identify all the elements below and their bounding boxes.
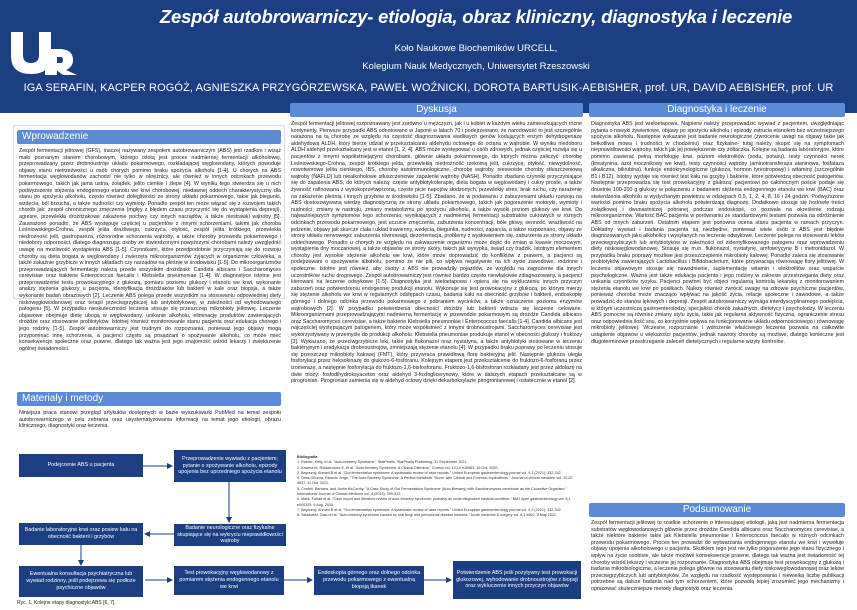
flowchart-box-3: Badanie laboratoryjne krwi oraz posiew kału na obecność bakterii i grzybów — [19, 523, 143, 545]
affiliation-line-2: Kolegium Nauk Medycznych, Uniwersytet Rzeszowski — [362, 61, 590, 72]
ur-logo-icon — [7, 29, 80, 76]
section-heading-label: Podsumowanie — [682, 504, 752, 515]
reference-item: 7. Bayoumy, Ahmed B et al. "Gut fermentation syndrome: A systematic review of case reports." United European gastroenterology journal vol. 9,3 (2021): 332-342. — [297, 507, 562, 512]
figure-caption: Ryc. 1. Kolejne etapy diagnostyki ABS [6, 7]. — [17, 600, 116, 606]
section-heading-diagnostyka — [589, 103, 845, 117]
references-list — [297, 455, 579, 558]
reference-item: 2. Kaweta M, Roldanowicz E. et al. "Auto-brewery Syndrome: A Clinical Dilemma." Cureus vol. 12,10 e10983. 16 Oct. 2020. — [297, 465, 499, 470]
references-title: Bibliografia — [297, 455, 318, 459]
affiliation-line-1: Koło Naukowe Biochemików URCELL, — [394, 43, 558, 54]
wprowadzenie-body: Zespół fermentacji jelitowej (GFS), inaczej nazywany zespołem autobrowarniczym (ABS) jest rzadkim i wciąż mało poznanym stanem chorobowym, którego istotą jest proces nadmiernej fermentacji alkoholowej, przeprowadzany przez drobnoustroje układu pokarmowego, rozkładającej węglowodany, których powoduje objawy stanu nietrzeźwości u osób chorych pomimo braku spożycia alkoholu [1-4]. U chorych na ABS fermentacja węglowodanów zachodzi nie tylko w okrężnicy, ale również w innych odcinkach przewodu pokarmowego, takich jak jama ustna, żołądek, jelito cienkie i ślepe [4]. W wyniku tego stwierdza się u nich podwyższenie stężenia endogennego etanolu we krwi chorobowej, niedawnej oddech charakterystyczny dla stanu po spożyciu alkoholu, często również dolegliwości ze strony układu pokarmowego, takie jak biegunki, wzdęcia, ból brzucha, a także nudności czy wymioty. Ponadto zespół ten może wiązać się z rozwojem takich chorób jak: zespół chronicznego zmęczenia (mgłęy z błędem czasu przyczynić się do wystąpienia depresji), agresre, przewlekła drożdżakowe zakażenie pochwy czy innych narządów, a także niestrawki wątroby [5]. Zauważono ponadto, że ABS występuje częściej u pacjentów z innymi schorzeniami, takimi jak choroba Leśniowskiego-Crohna, zespół jelita drażliwego, cukrzyca, otyłość, zespół jelita krótkiego, przewlekła niedrożność jelit, gastropareza, różnorodne schorzenia wątroby, a także choroby przewodu pokarmowego i niedobory odporności, dlatego diagnozując osoby ze stwierdzonymi powyższymi chorobami należy uwzględnić uwagę na możliwość wystąpienia ABS [1-5]. Czynnikami, które przedpodobnie przyczyniają się do rozwoju choroby są dieta bogata w węglowodany i zwierzęta mikroorganizmów żyjących w organizmie człowieka, a także zakaźnie grzybicze w innych układach czy narządów na pleśnie w środowisku [1-5]. Do mikroorganizmów przeprowadzających fermentację należą przede wszystkim drożdżaki: Candida albicans i Saccharomyces cerevisiae oraz bakterie Enterococcus faecalis i Klebsiella pneumoniae [1-4]. W diagnostyce istotne jest przeprowadzenie testu prowokacyjnego z glukozą, pomiaru poziomu glukozy i etanolu we krwi, wykonanie analizy stężenia glukozy u pacjenta, identyfikacja drożdżaków lub bakterii w kale oraz biopsja, a także wykonanie badań obrazowych [2]. Leczenie ABS polega przede wszystkim na stosowaniu odpowiedniej diety niskowęglowodanowej oraz terapii przeciwgrzybiczej lub antybiotykowej, w zależności od wyhodowanego patogenu [5]. W przypadku nieskuteczności leczenia stosuje się przeszczep mikrobioty jelitowej. Leczenie objawowe obejmuje dietę ubogą w węglowodany, unikanie alkoholu, eliminację produktów zawierających drożdże oraz stosowanie probiotyków. Istotnej również monitorowanie stanu pacjenta oraz edukacja chorego i jego rodziny [1-5]. Zespół autobrowarniczy jest trudnym do rozpoznania, ponieważ jego objawy mogą przypominać inne schorzenia, a pacjenci często są posądzani o spożywanie alkoholu, co może mieć konsekwencje społeczne oraz prawne, dlatego tak ważna jest jego znajomość wśród lekarzy i zwiększenie ogólnej świadomości. — [19, 148, 281, 352]
authors-line: IGA SERAFIN, KACPER ROGÓŻ, AGNIESZKA PRZYGÓRZEWSKA, PAWEŁ WOŹNICKI, DOROTA BARTUSIK-AEBISHER, prof. UR, DAVID AEBISHER, prof. UR — [23, 82, 834, 94]
section-heading-label: Materiały i metody — [22, 393, 104, 404]
reference-item: 8. Takahashi, Gaku et al. "Auto-brewery syndrome caused by oral fungi and periodontal disease bacteria." Acute medicine & surgery vol. 8,1 e652. 3 May 2021. — [297, 513, 558, 518]
poster-header — [0, 0, 857, 113]
reference-item: 3. Bayoumy, Ahmed B et al. "Gut fermentation syndrome: A systematic review of case reports." United European gastroenterology journal vol. 9,3 (2021): 332-342. — [297, 470, 562, 475]
flowchart-box-1: Podejrzenie ABS u pacjenta — [19, 454, 143, 477]
section-heading-dyskusja — [290, 103, 583, 117]
section-heading-wprowadzenie — [17, 130, 281, 144]
reference-item: 4. Dinis-Oliveira, Ricardo Jorge. "The Auto-Brewery Syndrome: A Perfect Metabolic 'Storm' with Clinical and Forensic Implications." Journal of clinical medicine vol. 10,20 4637. 11 Oct. 2021. — [297, 476, 573, 486]
reference-item: 5. Cordell, Barbara, and Justin McCarthy. "A Case Study of Gut Fermentation Syndrome (Auto-Brewery) with Saccharomyces cerevisiae as the Causative Organism." International Journal of Clinical Medicine vol. 4 (2013): 309-312. — [297, 486, 567, 497]
dyskusja-body: Zespół fermentacji jelitowej rozpoznawany jest zarówno u mężczyzn, jak i u kobiet w każdym wieku zamieszkujących różne kontynenty. Pierwsze przypadki ABS odnotowano w Japonii w latach 70 i podejrzewano, że narodowość to jest szczególnie narażona na tą chorobę ze względu na częstość diagnozowania wadliwych genów kodujących enzym dehydrogenazę aldehydową ALDH, który bierze udział w przekształcaniu aldehydu octowego do octanu w wątrobie. W wyniku niedoboru ALDH aldehyd przekształcany jest w etanol [1, 2, 4]. ABS może występować u osób zdrowych, jednak częściej rozwija się u pacjentów z innymi współistniejącymi chorobami, głównie układu pokarmowego, do których można zaliczyć: chorobę Leśniowskiego-Crohna, zespół krótkiego jelita, przewlekłą niedrożność rzekomą jelit, cukrzycę, otyłość, niewydolność, nowotworowe jelita cienkiego, IBS, chorobę autoimmunologiczne, chorobę wątroby, nieswoiste choroby stłuszczeniową wątroby (NAFLD) lub niealkoholowe stłuszczeniowe zapalenie wątroby (NASH). Ponadto zbadano czynniki przyczyniające się do zapalenia ABS, do których należą: częste antybiotykoterapie, dieta bogata w węglowodany i cukry proste, a także żywność rafinowana z wysokoprzetworzoną, częste picie napojów słodzonych, przewlekły stres, brak ruchu, czy narażenie na zakażenie pleśnią i innych grzybów w środowisku [1-5]. Zbadano, że w podawaniu z zaburzeniami układu rozwoju na ABS dostosowywaną wiedzę diagnostyczną ze strony układu pokarmowego, takich jak pogorszenie motoryki, wymioty i nudności, zmiany w nastroju, zmiany metabolizmu po spożyciu alkoholu, a także wysoki poziom glukozy we krwi. Do najważniejszych symptomów tego schorzenia, wynikających z nadmiernej fermentacji substratów cukrowych w różnych odcinkach przewodu pokarmowego, jest uczucie zmęczenia, zaburzenia koncentracji, bóle głowy, senność, wrażliwość na jedzenie, objawy jak skurcze ciała i układ trawienny, wzdęcia, biegunka, nudności, zaparcia, a także rozpoznano, objawy ze strony układu nerwowego: zaburzenia równowagi, dezorientacja, problemy z wysłowieniem się, zaburzenia ze strony układu oddechowego. Ponadto u chorych ze względu na zakwaszenie organizmu może dojść do zmian w kwasie moczowym, wystąpienia dny moczanowej, a także objawów ze strony skóry, takich jak wysypka, świąd czy trądzik. Istotnym elementem choroby jest wysokie stężenie alkoholu we krwi, które może doprowadzić do konfliktów z prawem, a pacjenci są podejrzewani o spożywanie alkoholu, pomimo że nie pili, co wpływa negatywnie na ich życie zawodowe, rodzinne i społeczne. Istotne jest również, aby osoby z ABS nie prowadziły pojazdów, ze względu na zagrożenie dla innych uczestników ruchu drogowego. Zespół autobrowarniczy jest również bardzo często niewłaściwie zdiagnozowany, a pacjenci kierowani na leczenie odwykowe [1-5]. Diagnostyka jest wieloetapowa i opiera się na wykluczeniu innych przyczyn zaburzeń oraz potwierdzeniu endogennej produkcji etanolu. Wykonuje się test prowokacyjny z glukozą, po którym mierzy się stężenie alkoholu we krwi w regularnych odstępach czasu, badania kału na obecność grzybów i bakterii, endoskopię górnego i dolnego odcinka przewodu pokarmowego z pobraniem wycinków, a także oznaczenie poziomu enzymów wątrobowych [2]. W przypadku potwierdzenia obecności drożdży lub bakterii wdraża się leczenie celowane. Mikroorganizmami przeprowadzającymi nadmierną fermentację w przewodzie pokarmowym są drożdże Candida albicans oraz Saccharomyces cerevisiae, a także bakterie Klebsiella pneumoniae i Enterococcus faecalis [1-4]. Candida albicans jest najczęściej występującym patogenem, który może współistnieć z innymi drobnoustrojami. Saccharomyces cerevisiae jest wykorzystywany w przemyśle do produkcji alkoholu. Klebsiella pneumoniae produkuje etanol w obecności glukozy i fruktozy [3]. Wykazano, że przeciwgrzybicze leki, takie jak flukonazol oraz nystatyna, a także antybiotyki stosowane w leczeniu bakteryjnym i eradykacja drobnoustrojów, zmniejszają stężenie etanolu [4]. W przypadku braku poprawy po leczeniu stosuje się przeszczep mikrobioty kałowej (FMT), który przywraca prawidłową florę bakteryjną jelit. Następnie glukoza uległa fosforylacji przez heksokinazę do glukozo-6-fosforanu. Kolejnym etapem jest przekształcenie do fruktozo-6-fosforanu przez izomerazę, a następnie fosforylacja do fruktozo-1,6-bisfosforanu. Fruktozo-1,6-bisfosforan rozkładany jest przez aldolazę na dwie triozy: fosfodihydroksyaceton oraz aldehyd 3-fosfoglicerynowy, które w dalszych etapach przekształcane są w pirogronian. Pirogronian zamienia się w aldehyd octowy dzięki dekarboksylazie pirogronianowej i ostatecznie w etanol [2]. — [291, 121, 582, 385]
flowchart-box-2: Przeprowadzenie wywiadu z pacjentem; pytanie o spożywanie alkoholu, epizody upojenia bez uprzedniego spożycia etanolu — [174, 450, 286, 482]
flowchart-box-4: Badanie neurologiczne oraz fizykalne skupiające się na wykryciu nieprawidłowości wątroby — [174, 524, 286, 546]
materialy-body: Niniejsza praca stanowi przegląd artykułów dostępnych w bazie wyszukiwarki PubMed na temat zespołu autobrowarniczego w celu zebrania oraz usystematyzowania informacji na temat jego etiologii, obrazu klinicznego, diagnostyki oraz leczenia. — [19, 410, 281, 430]
reference-item: 1. Painter, Kelly, et al. "Auto-brewery Syndrome." StatPearls, StatPearls Publishing, 31 September 2021. — [297, 460, 468, 465]
diagnostyka-body: Diagnostyka ABS jest wieloetapowa. Najpierw należy przeprowadzić wywiad z pacjentem, uwzględniając pytania o nawyki żywieniowe, objawy po spożyciu alkoholu i epizody zatrucia etanolem bez wcześniejszego spożycia alkoholu. Następnie wskazane jest badanie neurologiczne (zwrócenie uwagi na objawy takie jak bełkotliwa mowa i trudności w chodzeniu) oraz fizykalne- tutaj należy skupić się na symptomach nieprawidłowości wątroby, takich jak jej powiększenie czy żółtaczka. Kolejne są badania laboratoryjne, które pomimo zawierać pełną morfologię krwi, poziom elektrolitów (sodu, potasu), testy czynności nerek (kreatynina, azot mocznikowy we krwi), testy czynności wątroby (aminotransferaza alaninowa, fosfataza alkaliczna, bilirubina), funkcje endokrynologiczne (glukoza, hormon tyreotropowy) i witaminy (szczególnie B1 i B12). Istotny wydaje się również test kału na grzyby i bakterie, które potwierdzą obecność patogenów. Następnie przeprowadza się test prowokacyjny z glukozą: pacjentowi po całonocnym poście podaje się doustnie 100-200 g glukozy w połączeniu z badaniem stężenia endogennego etanolu we krwi (BAC) oraz stwierdzenia alkoholu w wydychanym powietrzu w odstępach 0,5, 1, 2, 4, 8, 16 i 24 godzin. Podwyższone wartości pomimo braku spożycia alkoholu potwierdzają diagnozę. Dodatkowo stosuje się hodowlę treści żołądkowej i dwunastniczej pobranej podczas endoskopii, co pozwala na określenie rodzaju mikroorganizmów. Wartość BAC pacjenta w porównaniu ze standardowymi testami pozwala na odróżnienie ABS od innych zaburzeń. Ostatnim etapem jest ponowna ocena stanu pacjenta w ramach przyczyn. Dokładny wywiad i badania pacjenta są niezbędne, ponieważ wiele osób z ABS jest błędnie diagnozowanych jako alkoholicy i wysyłanych na leczenie odwykowe. Leczenie polega na stosowaniu leków przeciwgrzybiczych lub antybiotyków w zależności od zidentyfikowanego patogenu oraz wprowadzeniu diety niskowęglowodanowej. Stosuje się m.in. flukonazol, nystatynę, amfoterycynę B i metronidazol. W przypadku braku poprawy możliwe jest przeszczepienie mikrobioty kałowej. Ponadto zaleca się stosowanie probiotyków zawierających Lactobacillus i Bifidobacterium, które przywracają równowagę flory jelitowej. W leczeniu objawowym stosuje się nawodnienie, suplementację witamin i elektrolitów oraz wsparcie psychologiczne. Ważna jest także edukacja pacjenta i jego rodziny w zakresie przestrzegania diety oraz unikania czynników ryzyka. Pacjenci powinni być objęci regularną kontrolą lekarską z monitorowaniem stężenia etanolu we krwi po posiłkach. Należy również zwrócić uwagę na zdrowie psychiczne pacjentów, ponieważ choroba może znacząco wpływać na jakość życia, relacje społeczne i zawodowe, a także prowadzić do stanów lękowych i depresji. Zespół autobrowarniczy wymaga interdyscyplinarnego podejścia, w którym uczestniczą gastroenterolodzy, specjaliści chorób zakaźnych, dietetycy i psycholodzy. W leczeniu ABS pomocne są również zmiany stylu życia, takie jak regularna aktywność fizyczna, ograniczenie stresu oraz odpowiednia ilość snu, co korzystnie wpływa na funkcjonowanie układu odpornościowego i równowagę mikrobioty jelitowej. Wczesne rozpoznanie i wdrożenie właściwego leczenia pozwala na całkowite ustąpienie objawów u większości pacjentów, jednak nawroty choroby są możliwe, dlatego konieczne jest długoterminowe przestrzeganie zaleceń dietetycznych i regularne wizyty kontrolne. — [591, 121, 844, 345]
section-heading-label: Diagnostyka i leczenie — [667, 104, 767, 115]
flowchart-box-7: Endoskopia górnego oraz dolnego odcinka przewodu pokarmowego z ewentualną biopsją tkanek — [314, 566, 424, 595]
section-heading-podsumowanie — [589, 503, 845, 517]
poster-title: Zespół autobrowarniczy- etiologia, obraz kliniczny, diagnostyka i leczenie — [159, 6, 793, 27]
podsumowanie-body: Zespół fermentacji jelitowej to rzadkie schorzenie o interesującej etiologii, jaką jest nadmierna fermentacja substratów węglowodanowych głównie przez drożdże Candida albicans oraz Saccharomyces cerevisiae, a także niektóre bakterie takie jak Klebsiella pneumoniae i Enterococcus faecalis w różnych odcinkach przewodu pokarmowego. Proces ten prowadzi do wytwarzania endogennego etanolu we krwi i wywołuje objawy upojenia alkoholowego u pacjenta. Skutkiem tego jest nie tylko pogorszenie jego stanu fizycznego i wpływ na życie osobiste, ale także możliwe konsekwencje prawne, dlatego tak ważna jest świadomość tej choroby wśród lekarzy i wczesne jej rozpoznanie. Diagnostyka ABS obejmuje test prowokacyjny z glukozą i badania mikrobiologiczne, a leczenie polega głównie na stosowaniu diety niskowęglowodanowej oraz leków przeciwgrzybiczych lub antybiotyków. Ze względu na rzadkość występowania i niewielką liczbę publikacji potrzebne są dalsze badania nad tym schorzeniem, które pozwolą lepiej zrozumieć jego mechanizmy i opracować skuteczniejsze metody diagnostyki oraz leczenia. — [591, 520, 844, 592]
section-heading-materialy — [17, 392, 281, 406]
reference-item: 6. Malik, Fahad et al. "Case report and literature review of auto-brewery syndrome: probably an underdiagnosed medical condition." BMJ open gastroenterology vol. 6,1 e000325. 5 Aug. 2019. — [297, 497, 571, 507]
section-heading-label: Wprowadzenie — [22, 131, 89, 142]
flowchart-box-5: Ewentualna konsultacja psychiatryczna lub wywiad rodzinny, jeśli podejrzewa się podłoże psychiczne objawów — [19, 566, 143, 597]
flowchart-box-8: Potwierdzenie ABS jeśli pozytywny test prowokacji glukozowej, wyhodowanie drobnoustrojów z biopsji oraz wykluczenie innych przyczyn objawów — [453, 561, 581, 599]
flowchart-box-6: Test prowokacyjny węglowodanowy z pomiarem stężenia endogennego etanolu we krwi — [174, 566, 284, 595]
section-heading-label: Dyskusja — [416, 104, 457, 115]
